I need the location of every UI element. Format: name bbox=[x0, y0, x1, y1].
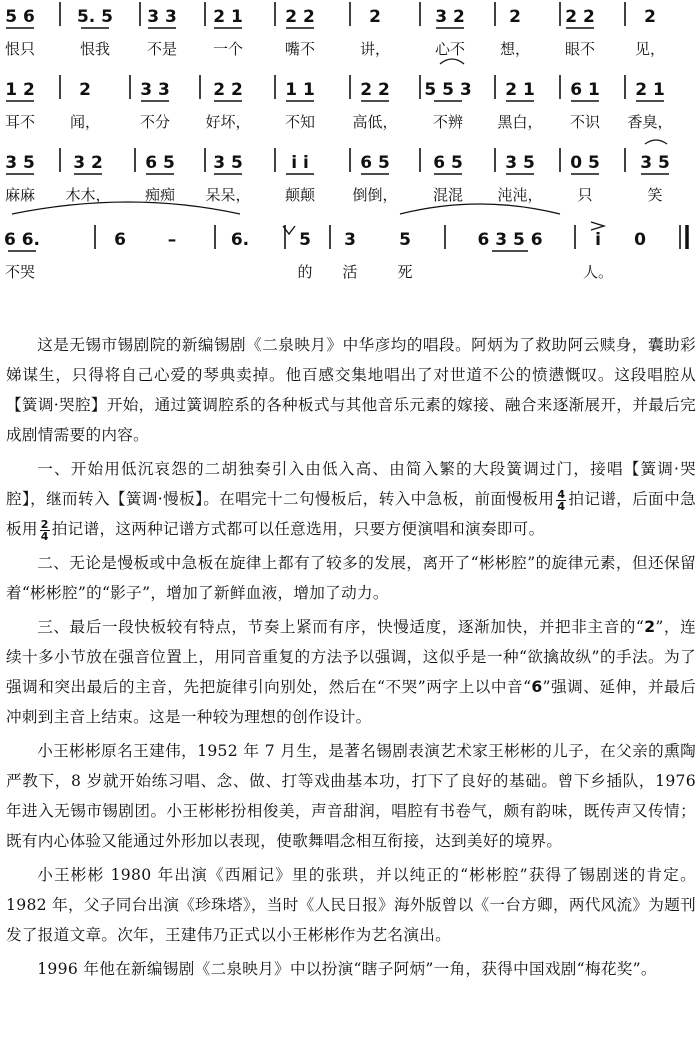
phrase-slur bbox=[400, 204, 560, 214]
paragraph-bio-2: 小王彬彬 1980 年出演《西厢记》里的张珙，并以纯正的“彬彬腔”获得了锡剧迷的肯定。1982 年，父子同台出演《珍珠塔》，当时《人民日报》海外版曾以《一台方卿，两代风流》为题刊发了报道文章。次年，王建伟乃正式以小王彬彬作为艺名演出。 bbox=[6, 866, 696, 944]
paragraph-bio-1: 小王彬彬原名王建伟，1952 年 7 月生，是著名锡剧表演艺术家王彬彬的儿子，在父亲的熏陶严教下，8 岁就开始练习唱、念、做、打等戏曲基本功，打下了良好的基础。曾下乡插队，1976 年进入无锡市锡剧团。小王彬彬扮相俊美，声音甜润，唱腔有书卷气，颇有韵味，既传声又传情；既有内心体验又能通过外形加以表现，使歌舞唱念相互衔接，达到美好的境界。 bbox=[6, 742, 696, 850]
note-group: i i bbox=[291, 153, 309, 173]
lyric-syllable: 呆呆， bbox=[205, 186, 251, 204]
note-group: 0 5 bbox=[570, 153, 600, 173]
lyric-syllable: 心不 bbox=[434, 40, 466, 58]
note-group: 2 bbox=[644, 7, 656, 27]
note-group: 0 bbox=[634, 230, 646, 250]
note-group: 3 2 bbox=[435, 7, 465, 27]
note-group: 5 5 3 bbox=[424, 80, 472, 100]
note-group: 6 6. bbox=[3, 230, 41, 250]
lyric-syllable: 嘴不 bbox=[284, 40, 316, 58]
note-group: 2 bbox=[509, 7, 521, 27]
lyric-syllable: 混混 bbox=[432, 186, 464, 204]
note-group: 3 5 bbox=[5, 153, 35, 173]
note-group: 2 bbox=[369, 7, 381, 27]
lyric-syllable: 木木， bbox=[65, 186, 111, 204]
lyric-syllable: 死 bbox=[397, 263, 413, 281]
lyric-syllable: 活 bbox=[342, 263, 358, 281]
note-group: 6 3 5 6 bbox=[477, 230, 543, 250]
lyric-syllable: 耳不 bbox=[4, 113, 36, 131]
lyric-syllable: 高低， bbox=[352, 113, 398, 131]
lyric-syllable: 好坏， bbox=[205, 113, 251, 131]
note-group: 2 2 bbox=[285, 7, 315, 27]
note-group: 5 bbox=[299, 230, 311, 250]
note-group: 5. 5 bbox=[76, 7, 114, 27]
note-group: 5 6 bbox=[5, 7, 35, 27]
note-group: 2 2 bbox=[565, 7, 595, 27]
lyric-syllable: 只 bbox=[577, 186, 593, 204]
music-score bbox=[0, 0, 700, 300]
note-2: 2 bbox=[644, 618, 656, 636]
accent-mark bbox=[591, 222, 604, 230]
lyric-syllable: 笑 bbox=[647, 186, 663, 204]
note-group: 1 1 bbox=[285, 80, 315, 100]
note-group: 3 5 bbox=[640, 153, 670, 173]
lyric-syllable: 想， bbox=[499, 40, 531, 58]
note-group: 3 2 bbox=[73, 153, 103, 173]
note-group: 6 5 bbox=[360, 153, 390, 173]
note-6: 6 bbox=[531, 678, 543, 696]
lyric-syllable: 不哭 bbox=[4, 263, 36, 281]
lyric-syllable: 闻， bbox=[69, 113, 101, 131]
time-signature-2-4: $\frac{2}{4}$ bbox=[40, 517, 49, 543]
lyric-syllable: 不知 bbox=[284, 113, 316, 131]
tie-slur bbox=[645, 140, 667, 144]
note-group: 3 bbox=[344, 230, 356, 250]
note-group: i bbox=[595, 230, 601, 250]
note-group: 3 3 bbox=[140, 80, 170, 100]
paragraph-intro: 这是无锡市锡剧院的新编锡剧《二泉映月》中华彦均的唱段。阿炳为了救助阿云赎身，囊助彩娣谋生，只得将自己心爱的琴典卖掉。他百感交集地唱出了对世道不公的愤懑慨叹。这段唱腔从【簧调·哭腔】开始，通过簧调腔系的各种板式与其他音乐元素的嫁接、融合来逐渐展开，并最后完成剧情需要的内容。 bbox=[6, 336, 696, 444]
paragraph-bio-3: 1996 年他在新编锡剧《二泉映月》中以扮演“瞎子阿炳”一角，获得中国戏剧“梅花奖”。 bbox=[37, 960, 657, 978]
lyric-syllable: 的 bbox=[297, 263, 313, 281]
note-group: 6. bbox=[230, 230, 250, 250]
note-group: 2 bbox=[79, 80, 91, 100]
lyric-syllable: 香臭， bbox=[627, 113, 673, 131]
paragraph-point-3: 三、最后一段快板较有特点，节奏上紧而有序，快慢适度，逐渐加快，并把非主音的“2”，连续十多小节放在强音位置上，用同音重复的方法予以强调，这似乎是一种“欲擒故纵”的手法。为了强调和突出最后的主音，先把旋律引向别处，然后在“不哭”两字上以中音“6”强调、延伸，并最后冲刺到主音上结束。这是一种较为理想的创作设计。 bbox=[6, 618, 696, 726]
note-group: 6 5 bbox=[145, 153, 175, 173]
note-group: 2 1 bbox=[213, 7, 243, 27]
note-group: 5 bbox=[399, 230, 411, 250]
lyric-syllable: 不是 bbox=[146, 40, 178, 58]
note-group: 2 2 bbox=[213, 80, 243, 100]
tie-slur bbox=[440, 59, 464, 64]
lyric-syllable: 沌沌， bbox=[497, 186, 543, 204]
lyric-syllable: 痴痴 bbox=[144, 186, 176, 204]
lyric-syllable: 不辨 bbox=[432, 113, 464, 131]
note-group: 3 5 bbox=[505, 153, 535, 173]
lyric-syllable: 倒倒， bbox=[352, 186, 398, 204]
note-group: 6 5 bbox=[433, 153, 463, 173]
time-signature-4-4: $\frac{4}{4}$ bbox=[557, 487, 566, 513]
lyric-syllable: 见， bbox=[634, 40, 666, 58]
note-group: 6 bbox=[114, 230, 126, 250]
note-group: 2 1 bbox=[635, 80, 665, 100]
lyric-syllable: 不分 bbox=[139, 113, 171, 131]
note-group: 3 5 bbox=[213, 153, 243, 173]
lyric-syllable: 讲， bbox=[359, 40, 391, 58]
note-group: 2 2 bbox=[360, 80, 390, 100]
paragraph-point-1: 一、开始用低沉哀怨的二胡独奏引入由低入高、由简入繁的大段簧调过门，接唱【簧调·哭腔】，继而转入【簧调·慢板】。在唱完十二句慢板后，转入中急板，前面慢板用 $\frac{4}{4}$ 拍记谱，后面中急板用 $\frac{2}{4}$ 拍记谱，这两种记谱方式都可以任意选用，只要方便演唱和演奏即可。 bbox=[6, 460, 696, 543]
lyric-syllable: 一个 bbox=[212, 40, 244, 58]
note-group: 3 3 bbox=[147, 7, 177, 27]
lyric-syllable: 恨我 bbox=[79, 40, 111, 58]
lyric-syllable: 人。 bbox=[582, 263, 614, 281]
note-group: 2 1 bbox=[505, 80, 535, 100]
article-text bbox=[6, 330, 696, 988]
note-group: – bbox=[167, 230, 177, 250]
lyric-syllable: 不识 bbox=[569, 113, 601, 131]
note-group: 1 2 bbox=[5, 80, 35, 100]
note-group: 6 1 bbox=[570, 80, 600, 100]
lyric-syllable: 颠颠 bbox=[284, 186, 316, 204]
lyric-syllable: 黑白， bbox=[497, 113, 543, 131]
lyric-syllable: 麻麻 bbox=[4, 186, 36, 204]
lyric-syllable: 恨只 bbox=[4, 40, 36, 58]
paragraph-point-2: 二、无论是慢板或中急板在旋律上都有了较多的发展，离开了“彬彬腔”的旋律元素，但还保留着“彬彬腔”的“影子”，增加了新鲜血液，增加了动力。 bbox=[6, 554, 696, 602]
lyric-syllable: 眼不 bbox=[564, 40, 596, 58]
